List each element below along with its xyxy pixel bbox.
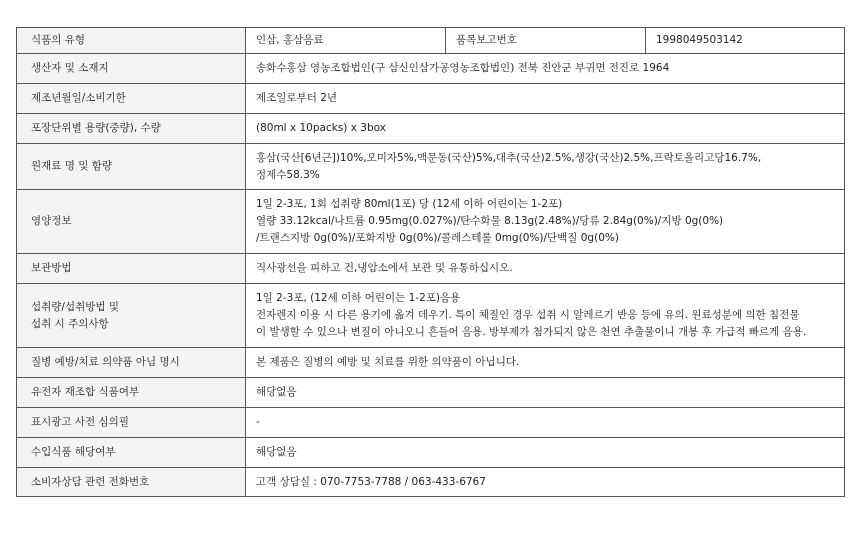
gmo-value: 해당없음: [246, 378, 845, 408]
report-number-value: 1998049503142: [646, 28, 845, 54]
packaging-label: 포장단위별 용량(중량), 수량: [17, 114, 246, 144]
row-intake: [17, 284, 845, 348]
producer-value: 송화수홍삼 영농조합법인(구 삼신인삼가공영농조합법인) 전북 진안군 부귀면 전진로 1964: [246, 54, 845, 84]
intake-line: 1일 2-3포, (12세 이하 어린이는 1-2포)음용: [256, 292, 461, 304]
manufacture-date-value: 제조일로부터 2년: [246, 84, 845, 114]
food-type-value: 인삼, 홍삼음료: [246, 28, 446, 54]
imported-value: 해당없음: [246, 438, 845, 468]
intake-label-line: 섭취 시 주의사항: [31, 317, 109, 330]
intake-line: 이 발생할 수 있으나 변질이 아니오니 흔들어 음용. 방부제가 첨가되지 않은 천연 추출물이니 개봉 후 가급적 빠르게 음용.: [256, 326, 807, 338]
row-packaging: [17, 114, 845, 144]
row-nutrition: [17, 190, 845, 254]
ingredients-line: 홍삼(국산[6년근])10%,오미자5%,맥문동(국산)5%,대추(국산)2.5%,생강(국산)2.5%,프락토올리고당16.7%,: [256, 151, 762, 164]
nutrition-line: 1일 2-3포, 1회 섭취량 80ml(1포) 당 (12세 이하 어린이는 1-2포): [256, 198, 563, 210]
disease-label: 질병 예방/치료 의약품 아님 명시: [17, 348, 246, 378]
intake-value: [246, 284, 845, 348]
row-consumer-phone: [17, 468, 845, 497]
nutrition-value: [246, 190, 845, 254]
row-storage: [17, 254, 845, 284]
gmo-label: 유전자 재조합 식품여부: [17, 378, 246, 408]
consumer-phone-label: 소비자상담 관련 전화번호: [17, 468, 246, 497]
ad-review-label: 표시광고 사전 심의필: [17, 408, 246, 438]
storage-value: 직사광선을 피하고 건,냉암소에서 보관 및 유통하십시오.: [246, 254, 845, 284]
nutrition-line: /트랜스지방 0g(0%)/포화지방 0g(0%)/콜레스테롤 0mg(0%)/단백질 0g(0%): [256, 232, 619, 244]
ingredients-value: [246, 144, 845, 190]
consumer-phone-value: 고객 상담실 : 070-7753-7788 / 063-433-6767: [246, 468, 845, 497]
ingredients-line: 정제수58.3%: [256, 168, 320, 181]
intake-label-line: 섭취량/섭취방법 및: [31, 300, 120, 313]
row-ad-review: [17, 408, 845, 438]
manufacture-date-label: 제조년월일/소비기한: [17, 84, 246, 114]
intake-line: 전자렌지 이용 시 다른 용기에 옮겨 데우기. 특이 체질인 경우 섭취 시 알레르기 반응 등에 유의. 원료성분에 의한 침전물: [256, 309, 800, 321]
intake-label: [17, 284, 246, 348]
nutrition-label: 영양정보: [17, 190, 246, 254]
nutrition-line: 열량 33.12kcal/나트륨 0.95mg(0.027%)/탄수화물 8.13g(2.48%)/당류 2.84g(0%)/지방 0g(0%): [256, 215, 724, 227]
row-manufacture-date: [17, 84, 845, 114]
row-imported: [17, 438, 845, 468]
row-disease: [17, 348, 845, 378]
row-gmo: [17, 378, 845, 408]
report-number-label: 품목보고번호: [446, 28, 646, 54]
product-info-table: [16, 27, 845, 497]
disease-value: 본 제품은 질병의 예방 및 치료를 위한 의약품이 아닙니다.: [246, 348, 845, 378]
ingredients-label: 원재료 명 및 함량: [17, 144, 246, 190]
row-food-type: [17, 28, 845, 54]
producer-label: 생산자 및 소재지: [17, 54, 246, 84]
packaging-value: (80ml x 10packs) x 3box: [246, 114, 845, 144]
ad-review-value: -: [246, 408, 845, 438]
storage-label: 보관방법: [17, 254, 246, 284]
imported-label: 수입식품 해당여부: [17, 438, 246, 468]
food-type-label: 식품의 유형: [17, 28, 246, 54]
row-ingredients: [17, 144, 845, 190]
row-producer: [17, 54, 845, 84]
product-info-sheet: [16, 27, 844, 497]
